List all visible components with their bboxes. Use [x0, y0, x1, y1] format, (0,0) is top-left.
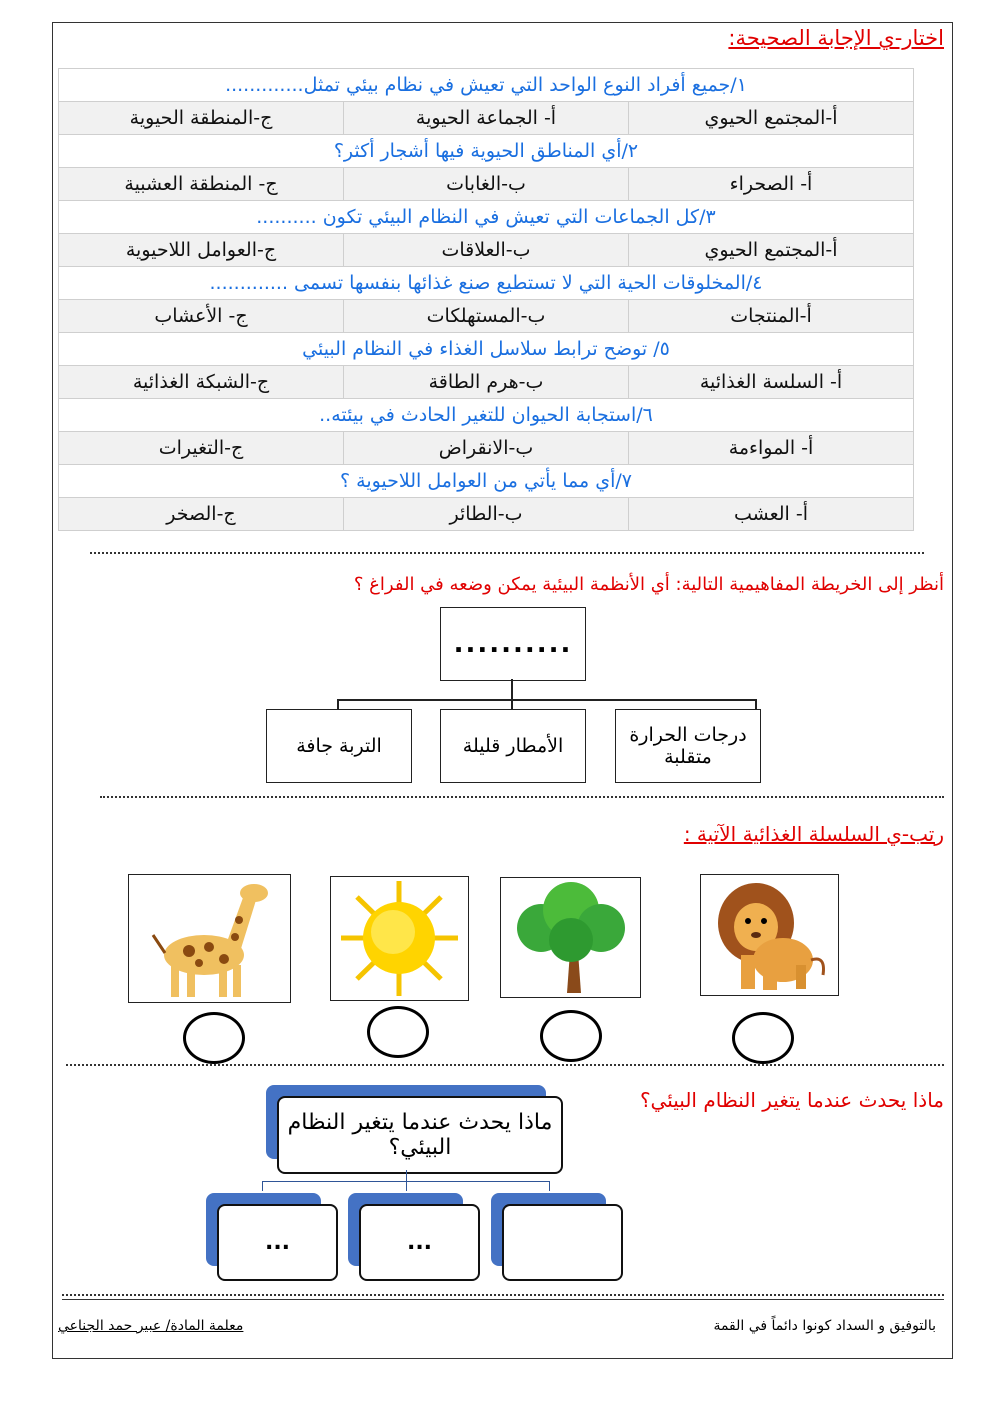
concept-box-temperature: درجات الحرارة متقلبة: [615, 709, 761, 783]
question-row: [59, 69, 914, 102]
options-row: [59, 432, 914, 465]
section4-prompt: ماذا يحدث عندما يتغير النظام البيئي؟: [639, 1088, 944, 1112]
option-1[interactable]: أ- العشب: [629, 498, 914, 531]
answer-box-3[interactable]: ...: [217, 1204, 338, 1281]
question-row: [59, 465, 914, 498]
question-text: ١/جميع أفراد النوع الواحد التي تعيش في نظام بيئي تمثل.............: [59, 69, 914, 102]
section3-title: رتب-ي السلسلة الغذائية الآتية :: [683, 822, 944, 846]
answer-circle-1[interactable]: [732, 1012, 794, 1064]
connector: [549, 1181, 550, 1191]
option-1[interactable]: أ-المجتمع الحيوي: [629, 234, 914, 267]
tree-image: [500, 877, 641, 998]
option-1[interactable]: أ- السلسة الغذائية: [629, 366, 914, 399]
divider: [62, 1294, 944, 1296]
option-3[interactable]: ج-التغيرات: [59, 432, 344, 465]
answer-box-2[interactable]: ...: [359, 1204, 480, 1281]
question-text: ٥/ توضح ترابط سلاسل الغذاء في النظام البيئي: [59, 333, 914, 366]
options-row: [59, 366, 914, 399]
question-row: [59, 399, 914, 432]
lion-image: [700, 874, 839, 996]
divider: [90, 552, 924, 554]
concept-box-soil: التربة جافة: [266, 709, 412, 783]
question-box: ماذا يحدث عندما يتغير النظام البيئي؟: [277, 1096, 563, 1174]
option-3[interactable]: ج-الصخر: [59, 498, 344, 531]
concept-box-rain: الأمطار قليلة: [440, 709, 586, 783]
answer-circle-4[interactable]: [183, 1012, 245, 1064]
answer-circle-3[interactable]: [367, 1006, 429, 1058]
option-3[interactable]: ج-العوامل اللاحيوية: [59, 234, 344, 267]
option-3[interactable]: ج- الأعشاب: [59, 300, 344, 333]
question-text: ٦/استجابة الحيوان للتغير الحادث في بيئته..: [59, 399, 914, 432]
question-row: [59, 135, 914, 168]
question-text: ٤/المخلوقات الحية التي لا تستطيع صنع غذائها بنفسها تسمى .............: [59, 267, 914, 300]
sun-image: [330, 876, 469, 1001]
question-text: ٢/أي المناطق الحيوية فيها أشجار أكثر؟: [59, 135, 914, 168]
section1-title: اختار-ي الإجابة الصحيحة:: [728, 26, 944, 50]
options-row: [59, 168, 914, 201]
option-2[interactable]: ب-هرم الطاقة: [344, 366, 629, 399]
mcq-table: [58, 68, 914, 531]
teacher-name: معلمة المادة/ عبير حمد الجناعي: [58, 1318, 244, 1334]
option-1[interactable]: أ- الصحراء: [629, 168, 914, 201]
options-row: [59, 498, 914, 531]
question-row: [59, 333, 914, 366]
option-2[interactable]: ب-الانقراض: [344, 432, 629, 465]
divider: [100, 796, 944, 798]
divider-line: [62, 1299, 944, 1300]
footer-message: بالتوفيق و السداد كونوا دائماً في القمة: [713, 1318, 936, 1334]
option-3[interactable]: ج-الشبكة الغذائية: [59, 366, 344, 399]
question-row: [59, 267, 914, 300]
divider: [66, 1064, 944, 1066]
connector: [406, 1181, 407, 1191]
connector: [511, 699, 513, 709]
option-2[interactable]: ب-العلاقات: [344, 234, 629, 267]
option-2[interactable]: أ- الجماعة الحيوية: [344, 102, 629, 135]
options-row: [59, 300, 914, 333]
option-2[interactable]: ب-الغابات: [344, 168, 629, 201]
question-row: [59, 201, 914, 234]
option-1[interactable]: أ- المواءمة: [629, 432, 914, 465]
option-1[interactable]: أ-المجتمع الحيوي: [629, 102, 914, 135]
answer-box-1[interactable]: [502, 1204, 623, 1281]
connector: [337, 699, 339, 709]
question-text: ٧/أي مما يأتي من العوامل اللاحيوية ؟: [59, 465, 914, 498]
option-1[interactable]: أ-المنتجات: [629, 300, 914, 333]
option-3[interactable]: ج- المنطقة العشبية: [59, 168, 344, 201]
answer-circle-2[interactable]: [540, 1010, 602, 1062]
connector: [511, 679, 513, 699]
giraffe-image: [128, 874, 291, 1003]
question-text: ٣/كل الجماعات التي تعيش في النظام البيئي تكون ..........: [59, 201, 914, 234]
options-row: [59, 102, 914, 135]
option-2[interactable]: ب-المستهلكات: [344, 300, 629, 333]
option-3[interactable]: ج-المنطقة الحيوية: [59, 102, 344, 135]
connector: [262, 1181, 263, 1191]
option-2[interactable]: ب-الطائر: [344, 498, 629, 531]
connector: [755, 699, 757, 709]
concept-map-top-box[interactable]: ..........: [440, 607, 586, 681]
connector: [337, 699, 757, 701]
section2-prompt: أنظر إلى الخريطة المفاهيمية التالية: أي الأنظمة البيئية يمكن وضعه في الفراغ ؟: [353, 574, 944, 595]
options-row: [59, 234, 914, 267]
